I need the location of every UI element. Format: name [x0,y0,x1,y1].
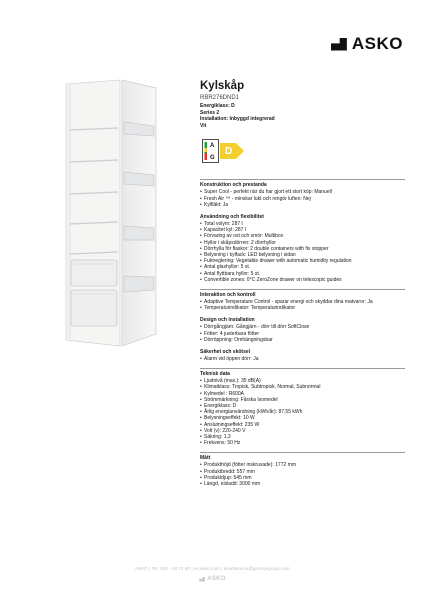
section-heading: Säkerhet och skötsel [200,349,251,356]
meta-color: Vit [200,122,207,129]
section-heading: Design och installation [200,317,255,324]
energy-label [202,139,246,163]
section-list [200,299,405,311]
list-item: • Produkthöjd (fötter inskruvade): 1772 mm [200,462,405,468]
energy-scale-bottom: G [210,155,215,162]
list-item: • Fresh Air ™ - minskar lukt och rengör luften: Nej [200,196,405,202]
list-item: • Dörrgångjärn: Gångjärn - dörr till dörr SoftClose [200,324,405,330]
section-list [200,378,405,446]
section-heading: Mått [200,455,211,462]
meta-installation: Installation: Inbyggd integrerad [200,116,275,123]
list-item: • Produktbredd: 557 mm [200,469,405,475]
section-heading: Användning och flexibilitet [200,213,264,220]
footer-logo [0,576,425,582]
product-title: Kylskåp [200,80,245,92]
list-item: • Klimatklass: Tropisk, Subtropisk, Normal, Subnormal [200,384,405,390]
meta-energy-class: Energiklass: D [200,103,235,109]
section-divider [200,368,405,369]
section-interaction [200,289,405,311]
list-item: • Produktdjup: 545 mm [200,475,405,481]
list-item: • Hyllor i skåpsdörren: 2 dörrhyllor [200,240,405,246]
section-list [200,356,405,362]
section-usage [200,214,405,283]
energy-class-letter: D [225,146,233,158]
asko-logo-icon [199,577,205,582]
list-item: • Dörröppning: Omhängningsbar [200,337,405,343]
list-item: • Antal glashyllor: 5 st. [200,264,405,270]
list-item: • Super Cool - perfekt när du har gjort ett stort köp: Manuell [200,189,405,195]
section-design [200,317,405,343]
list-item: • Anslutningseffekt: 235 W [200,422,405,428]
list-item: • Total volym: 287 l [200,221,405,227]
list-item: • Frekvens: 50 Hz [200,440,405,446]
list-item: • Antal flyttbara hyllor: 5 st. [200,271,405,277]
section-safety [200,349,405,362]
list-item: • Ljudnivå (max.): 35 dB(A) [200,378,405,384]
section-heading: Teknisk data [200,371,230,378]
section-list [200,462,405,487]
list-item: • Säkring: 1,3 [200,434,405,440]
section-technical [200,368,405,446]
product-image [60,78,158,348]
section-list [200,324,405,343]
product-model: RBR276DND1 [200,95,240,101]
list-item: • Belysningseffekt: 10 W [200,415,405,421]
brand-logo [331,34,403,54]
section-heading: Konstruktion och prestanda [200,182,267,189]
meta-series: Series 2 [200,109,220,116]
section-construction [200,179,405,208]
footer-brand-name: ASKO [207,576,226,582]
list-item: • Alarm vid öppen dörr: Ja [200,356,405,362]
list-item: • Temperaturindikator: Temperaturindikator [200,305,405,311]
list-item: • Fötter: 4 justerbara fötter [200,331,405,337]
section-list [200,221,405,283]
list-item: • Adaptive Temperature Control - sparar energi och skyddar dina matvaror: Ja [200,299,405,305]
section-list [200,189,405,208]
list-item: • Energiklass: D [200,403,405,409]
list-item: • Förvaring av ost och smör: Multibox [200,233,405,239]
section-divider [200,452,405,453]
list-item: • Längd, elsladd: 3000 mm [200,481,405,487]
asko-logo-icon [331,38,347,51]
section-dimensions [200,452,405,487]
footer-contact: ASKO | Tel: 040 - 10 72 60 | se.asko.com | kundservice@gorenjegroup.com [135,566,290,571]
list-item: • Volt (v): 220-240 V [200,428,405,434]
section-heading: Interaktion och kontroll [200,292,256,299]
list-item: • Kylmedel : R600A [200,391,405,397]
list-item: • Årlig energianvändning (kWh/år): 87,55 kWh [200,409,405,415]
list-item: • Kapacitet kyl: 287 l [200,227,405,233]
list-item: • Kylfläkt: Ja [200,202,405,208]
list-item: • Belysning i kylfack: LED belysning i sidan [200,252,405,258]
section-divider [200,179,405,180]
list-item: • Strömmärkning: Fårska Isomedel [200,397,405,403]
brand-name: ASKO [351,34,403,53]
list-item: • Dörrhylla för flaskor: 2 double containers with fix stopper [200,246,405,252]
energy-scale-top: A [210,143,215,150]
list-item: • Convertible zones: 0°C ZeroZone drawer on telescopic guides [200,277,405,283]
product-meta [200,103,405,129]
section-divider [200,289,405,290]
list-item: • Fuktreglering: Vegetable drawer with automatic humidity regulation [200,258,405,264]
